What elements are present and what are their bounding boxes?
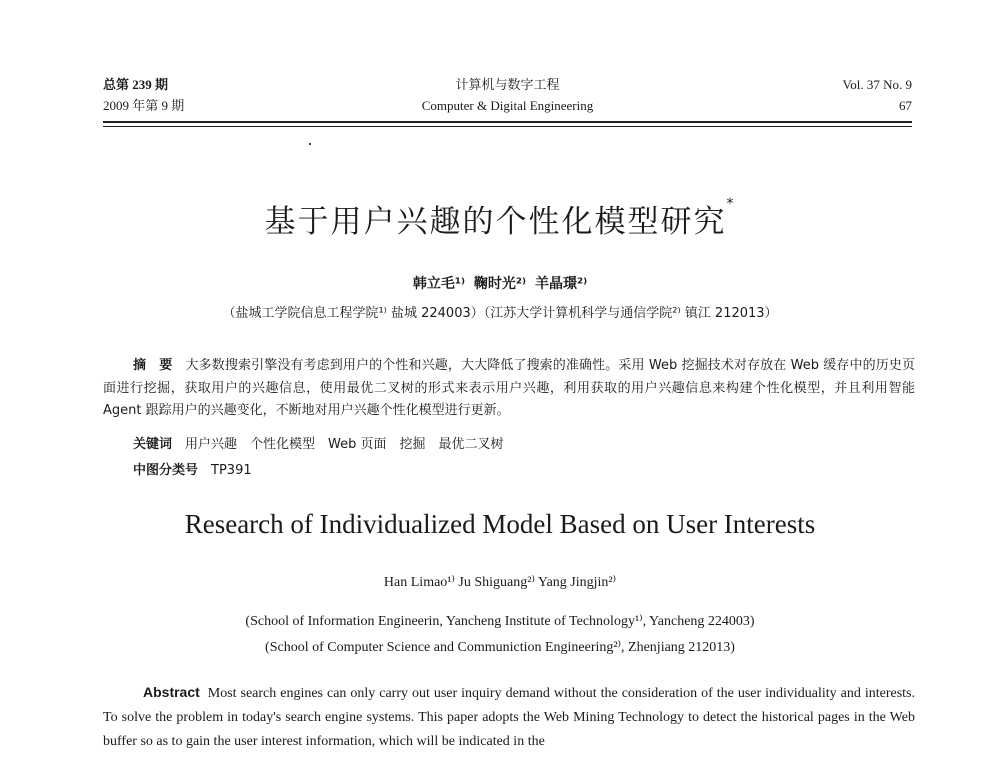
- keywords-cn-label: 关键词: [133, 437, 173, 452]
- paper-title-cn: [0, 196, 1000, 241]
- keywords-cn-text: 用户兴趣 个性化模型 Web 页面 挖掘 最优二叉树: [185, 437, 504, 452]
- authors-cn: 韩立毛¹⁾ 鞠时光²⁾ 羊晶璟²⁾: [412, 276, 588, 292]
- scan-speck: [309, 143, 311, 145]
- abstract-cn: [103, 355, 915, 423]
- classification-cn: [133, 459, 252, 478]
- journal-name-en: Computer & Digital Engineering: [421, 98, 594, 113]
- journal-name-cn: 计算机与数字工程: [455, 77, 560, 92]
- title-cn-text: 基于用户兴趣的个性化模型研究: [264, 204, 727, 240]
- abstract-cn-text: 大多数搜索引擎没有考虑到用户的个性和兴趣，大大降低了搜索的准确性。采用 Web 挖掘技术对存放在 Web 缓存中的历史页面进行挖掘，获取用户的兴趣信息，使用最优二叉树的形式来表示用户兴趣，利用获取的用户兴趣信息来构建个性化模型，并且利用智能 Agent 跟踪用户的兴趣变化，不断地对用户兴趣个性化模型进行更新。: [103, 358, 915, 418]
- journal-name: [103, 74, 912, 116]
- affiliation-en-2: (School of Computer Science and Communiction Engineering²⁾, Zhenjiang 212013): [265, 640, 735, 655]
- keywords-cn: [133, 433, 504, 452]
- abstract-en-label: Abstract: [143, 684, 200, 700]
- abstract-en: [103, 680, 915, 754]
- journal-header: [103, 74, 912, 118]
- volume-number: Vol. 37 No. 9: [842, 77, 912, 92]
- affiliation-cn: （盐城工学院信息工程学院¹⁾ 盐城 224003）（江苏大学计算机科学与通信学院²⁾ 镇江 212013）: [222, 306, 778, 321]
- header-rule-thin: [103, 126, 912, 127]
- header-rule-thick: [103, 121, 912, 123]
- title-footnote-mark: *: [726, 196, 736, 212]
- volume-info: [843, 74, 912, 116]
- affiliation-en-1: (School of Information Engineerin, Yancheng Institute of Technology¹⁾, Yancheng 224003): [245, 614, 755, 629]
- page-number: 67: [899, 98, 912, 113]
- classification-label: 中图分类号: [133, 463, 199, 478]
- abstract-en-text: Most search engines can only carry out user inquiry demand without the consideration of the user individuality and interests. To solve the problem in today's search engine systems. This paper adopts the Web Mining Technology to detect the historical pages in the Web buffer so as to gain the user interest information, which will be indicated in the: [103, 686, 915, 749]
- authors-en: Han Limao¹⁾ Ju Shiguang²⁾ Yang Jingjin²⁾: [383, 575, 617, 590]
- issue-total: 总第 239 期: [103, 77, 169, 92]
- classification-code: TP391: [211, 463, 252, 478]
- abstract-cn-label: 摘 要: [133, 358, 173, 373]
- issue-year: 2009 年第 9 期: [103, 98, 185, 113]
- paper-title-en: Research of Individualized Model Based on User Interests: [184, 509, 816, 539]
